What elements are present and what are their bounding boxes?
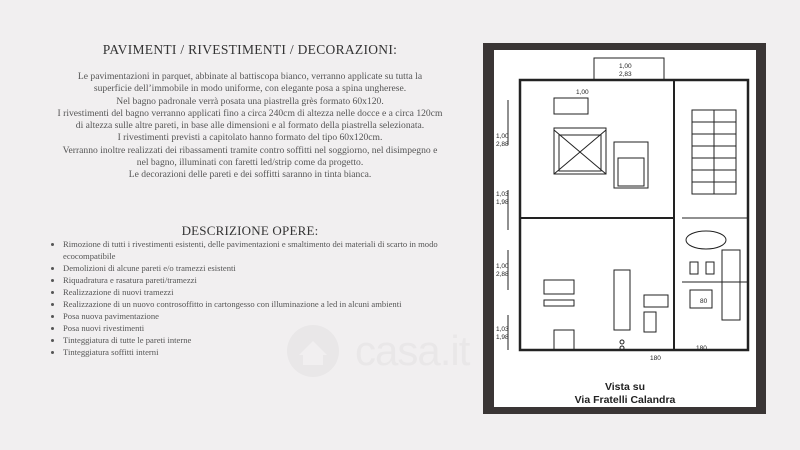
intro-line: I rivestimenti previsti a capitolato hanno formato del tipo 60x120cm. bbox=[117, 132, 383, 144]
dim-left-1a: 1,00 bbox=[496, 133, 509, 140]
intro-line: di altezza sulle altre pareti, in base alle dimensioni e al formato della piastrella selezionata. bbox=[75, 120, 425, 132]
intro-line: nel bagno, illuminati con faretti led/strip come da progetto. bbox=[136, 157, 364, 169]
plan-caption-line2: Via Fratelli Calandra bbox=[574, 394, 676, 406]
works-list-item: • Tinteggiatura soffitti interni bbox=[63, 346, 478, 358]
dim-left-3b: 2,88 bbox=[496, 271, 509, 278]
dim-180a: 180 bbox=[650, 355, 661, 362]
works-list-item: • Demolizioni di alcune pareti e/o tramezzi esistenti bbox=[63, 262, 478, 274]
works-list-item: • Realizzazione di un nuovo controsoffitto in cartongesso con illuminazione a led in alcuni ambienti bbox=[63, 298, 478, 310]
dim-top-c: 1,00 bbox=[619, 63, 632, 70]
works-list-item: • Tinteggiatura di tutte le pareti interne bbox=[63, 334, 478, 346]
intro-line: I rivestimenti del bagno verranno applicati fino a circa 240cm di altezza nelle docce e a circa 120cm bbox=[57, 107, 443, 119]
intro-line: Le decorazioni delle pareti e dei soffitti saranno in tinta bianca. bbox=[128, 169, 372, 181]
dim-left-2a: 1,03 bbox=[496, 191, 509, 198]
finishes-description bbox=[40, 71, 460, 182]
floor-plan bbox=[494, 50, 756, 407]
watermark-text: casa.it bbox=[355, 327, 470, 374]
dim-top-a: 1,00 bbox=[576, 89, 589, 96]
dim-left-4a: 1,03 bbox=[496, 326, 509, 333]
plan-caption-line1: Vista su bbox=[604, 381, 646, 393]
intro-line: Le pavimentazioni in parquet, abbinate al battiscopa bianco, verranno applicate su tutta la bbox=[77, 71, 423, 82]
floor-plan-frame bbox=[483, 43, 766, 414]
dim-left-3a: 1,00 bbox=[496, 263, 509, 270]
casa-it-watermark bbox=[283, 322, 513, 380]
works-list-item: • Posa nuovi rivestimenti bbox=[63, 322, 478, 334]
floor-plan-drawing bbox=[494, 50, 756, 407]
works-list-item: • Rimozione di tutti i rivestimenti esistenti, delle pavimentazioni e smaltimento dei materiali di scarto in modo ecocompatibile bbox=[63, 238, 478, 262]
works-list-item: • Posa nuova pavimentazione bbox=[63, 310, 478, 322]
intro-line: superficie dell’immobile in modo uniforme, con elegante posa a spina ungherese. bbox=[93, 83, 407, 95]
house-logo-icon bbox=[283, 322, 343, 380]
dim-80: 80 bbox=[700, 298, 708, 305]
works-list-item: • Realizzazione di nuovi tramezzi bbox=[63, 286, 478, 298]
dim-left-2b: 1,98 bbox=[496, 199, 509, 206]
dim-left-4b: 1,98 bbox=[496, 334, 509, 341]
dim-left-1b: 2,88 bbox=[496, 141, 509, 148]
intro-line: Verranno inoltre realizzati dei ribassamenti tramite contro soffitti nel soggiorno, nel disimpegno e bbox=[62, 144, 438, 156]
dim-180b: 180 bbox=[696, 345, 707, 352]
text-panel bbox=[40, 0, 460, 450]
dim-top-b: 2,83 bbox=[619, 71, 632, 78]
intro-line: Nel bagno padronale verrà posata una piastrella grès formato 60x120. bbox=[116, 95, 384, 107]
section-title-works: DESCRIZIONE OPERE: bbox=[181, 223, 319, 238]
works-list-item: • Riquadratura e rasatura pareti/tramezzi bbox=[63, 274, 478, 286]
section-title-finishes: PAVIMENTI / RIVESTIMENTI / DECORAZIONI: bbox=[102, 42, 398, 57]
